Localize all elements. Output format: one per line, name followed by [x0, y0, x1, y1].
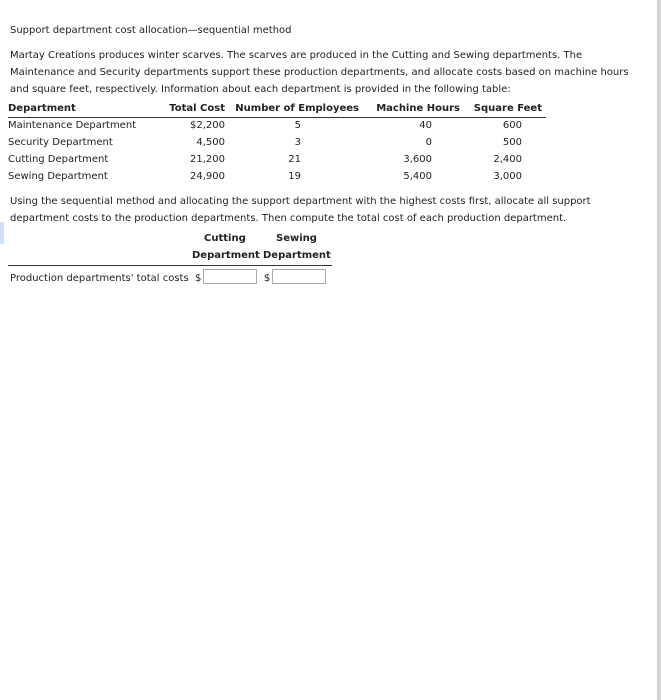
total-cost: 4,500 [196, 137, 225, 148]
machine-hours: 40 [419, 120, 432, 131]
page-title: Support department cost allocation—sequential method [10, 25, 292, 36]
header-employees: Number of Employees [235, 103, 359, 114]
square-feet: 500 [502, 137, 522, 148]
employees: 5 [294, 120, 301, 131]
employees: 3 [294, 137, 301, 148]
department-name: Sewing Department [8, 171, 108, 182]
machine-hours: 5,400 [403, 171, 432, 182]
header-department: Department [8, 103, 76, 114]
answer-table [8, 233, 332, 290]
table-row [8, 118, 546, 135]
table-header [8, 103, 546, 118]
header-total-cost: Total Cost [169, 103, 225, 114]
left-edge-marker [0, 222, 4, 244]
department-table [8, 103, 546, 186]
total-cost: $2,200 [190, 120, 225, 131]
total-cost: 24,900 [190, 171, 225, 182]
square-feet: 600 [502, 120, 522, 131]
table-row [8, 169, 546, 186]
machine-hours: 0 [425, 137, 432, 148]
sewing-header-line1: Sewing [276, 233, 317, 244]
sewing-header-line2: Department [263, 250, 331, 261]
scrollbar[interactable] [657, 0, 661, 700]
answer-row-label: Production departments' total costs [10, 273, 189, 284]
table-row [8, 152, 546, 169]
header-machine-hours: Machine Hours [376, 103, 460, 114]
machine-hours: 3,600 [403, 154, 432, 165]
sewing-total-input[interactable] [272, 269, 326, 284]
department-name: Security Department [8, 137, 113, 148]
answer-row [8, 266, 332, 290]
answer-header [8, 233, 332, 266]
currency-symbol: $ [195, 273, 202, 284]
employees: 19 [288, 171, 301, 182]
square-feet: 2,400 [493, 154, 522, 165]
department-name: Cutting Department [8, 154, 109, 165]
department-name: Maintenance Department [8, 120, 137, 131]
cutting-header-line1: Cutting [204, 233, 246, 244]
cutting-total-input[interactable] [203, 269, 257, 284]
currency-symbol: $ [264, 273, 271, 284]
instructions: Using the sequential method and allocating the support department with the highest costs first, allocate all support department costs to the production departments. Then compute the total cost of each production department. [10, 196, 591, 224]
header-square-feet: Square Feet [473, 103, 542, 114]
problem-description: Martay Creations produces winter scarves. The scarves are produced in the Cutting and Sewing departments. The Maintenance and Security departments support these production departments, and allocate costs based on machine hours and square feet, respectively. Information about each department is provided in the following table: [10, 50, 629, 95]
total-cost: 21,200 [190, 154, 225, 165]
table-row [8, 135, 546, 152]
cutting-header-line2: Department [192, 250, 260, 261]
square-feet: 3,000 [493, 171, 522, 182]
employees: 21 [288, 154, 301, 165]
